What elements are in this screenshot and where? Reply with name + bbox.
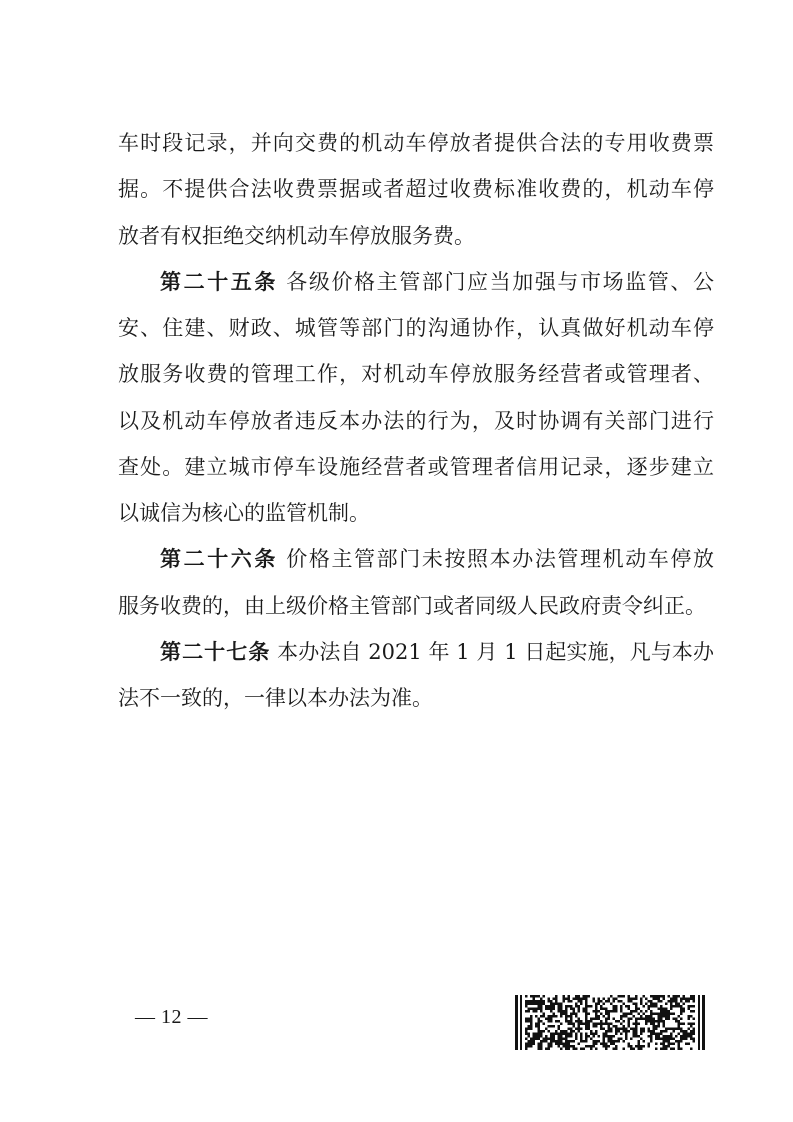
body-line: 安、住建、财政、城管等部门的沟通协作，认真做好机动车停	[118, 316, 714, 340]
article-heading: 第二十七条	[160, 638, 271, 664]
body-line: 车时段记录，并向交费的机动车停放者提供合法的专用收费票	[118, 131, 714, 155]
article-first-line	[118, 631, 714, 673]
article-first-line	[118, 261, 714, 303]
barcode-icon	[515, 995, 705, 1050]
article-heading: 第二十六条	[160, 546, 278, 572]
body-line: 以及机动车停放者违反本办法的行为，及时协调有关部门进行	[118, 408, 714, 433]
body-line-text: 价格主管部门未按照本办法管理机动车停放	[286, 547, 714, 572]
body-line: 放服务收费的管理工作，对机动车停放服务经营者或管理者、	[118, 362, 714, 387]
page-number: — 12 —	[135, 1006, 208, 1028]
article-first-line	[118, 538, 714, 580]
body-line: 据。不提供合法收费票据或者超过收费标准收费的，机动车停	[118, 177, 714, 202]
body-line: 法不一致的，一律以本办法为准。	[118, 686, 433, 710]
body-line: 查处。建立城市停车设施经营者或管理者信用记录，逐步建立	[118, 454, 714, 479]
body-line-text: 本办法自 2021 年 1 月 1 日起实施，凡与本办	[277, 639, 714, 664]
body-line: 服务收费的，由上级价格主管部门或者同级人民政府责令纠正。	[118, 593, 706, 618]
document-body	[118, 122, 714, 723]
body-line-text: 各级价格主管部门应当加强与市场监管、公	[286, 269, 714, 294]
article-heading: 第二十五条	[160, 268, 278, 294]
body-line: 以诚信为核心的监管机制。	[118, 501, 370, 525]
body-line: 放者有权拒绝交纳机动车停放服务费。	[118, 223, 475, 248]
